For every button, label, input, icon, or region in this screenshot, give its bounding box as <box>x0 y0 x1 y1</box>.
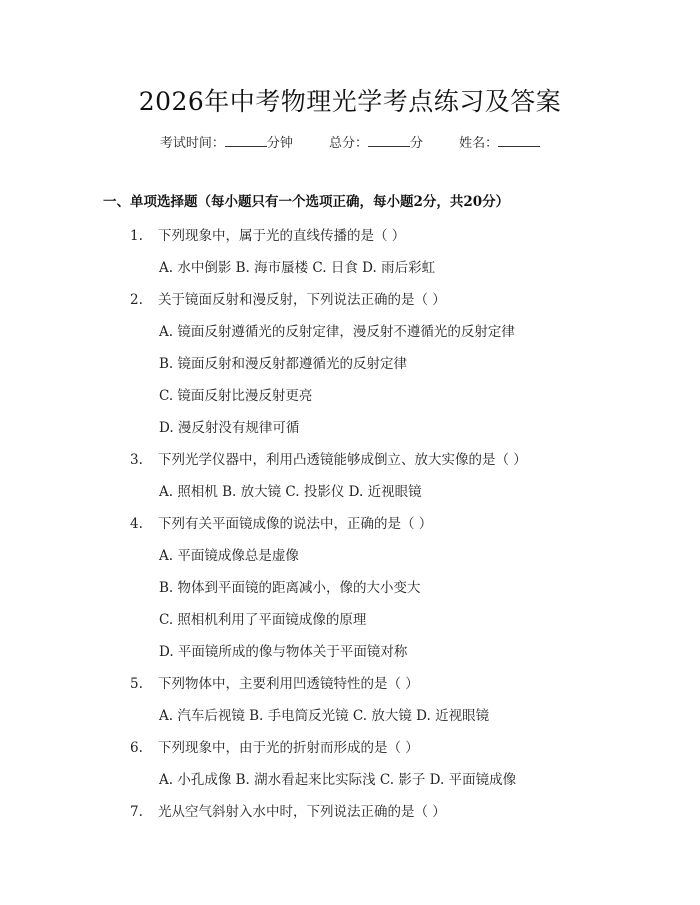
question-5-options: A. 汽车后视镜 B. 手电筒反光镜 C. 放大镜 D. 近视眼镜 <box>159 708 490 724</box>
section-heading: 一、单项选择题（每小题只有一个选项正确，每小题2分，共20分） <box>103 194 510 210</box>
question-2-option-a: A. 镜面反射遵循光的反射定律，漫反射不遵循光的反射定律 <box>159 324 515 340</box>
question-2-option-d: D. 漫反射没有规律可循 <box>159 420 300 436</box>
student-name-blank <box>498 134 540 147</box>
student-name-label: 姓名： <box>459 136 499 151</box>
question-4-option-b: B. 物体到平面镜的距离减小，像的大小变大 <box>159 580 421 596</box>
question-text: 下列光学仪器中，利用凸透镜能够成倒立、放大实像的是（ ） <box>158 452 527 468</box>
exam-time-unit: 分钟 <box>266 136 293 151</box>
question-4 <box>130 512 432 532</box>
total-score-label: 总分： <box>328 136 368 151</box>
question-text: 下列现象中，属于光的直线传播的是（ ） <box>158 228 406 244</box>
question-3-options: A. 照相机 B. 放大镜 C. 投影仪 D. 近视眼镜 <box>159 484 422 500</box>
question-number: 3. <box>130 452 143 468</box>
question-number: 1. <box>130 228 143 244</box>
question-1 <box>130 224 405 244</box>
question-4-option-d: D. 平面镜所成的像与物体关于平面镜对称 <box>159 644 408 660</box>
question-4-option-a: A. 平面镜成像总是虚像 <box>159 548 299 564</box>
total-score-unit: 分 <box>410 136 424 151</box>
question-5 <box>130 672 419 692</box>
question-text: 下列物体中，主要利用凹透镜特性的是（ ） <box>158 676 419 692</box>
question-2-option-b: B. 镜面反射和漫反射都遵循光的反射定律 <box>159 356 408 372</box>
question-3 <box>130 448 527 468</box>
total-score-field <box>329 132 423 151</box>
exam-time-blank <box>225 134 267 147</box>
question-text: 下列有关平面镜成像的说法中，正确的是（ ） <box>158 516 433 532</box>
student-name-field <box>459 132 540 151</box>
exam-info-line <box>0 132 700 151</box>
question-number: 4. <box>130 516 143 532</box>
question-1-options: A. 水中倒影 B. 海市蜃楼 C. 日食 D. 雨后彩虹 <box>159 260 436 276</box>
page-title: 2026年中考物理光学考点练习及答案 <box>138 87 562 116</box>
question-text: 关于镜面反射和漫反射，下列说法正确的是（ ） <box>158 292 446 308</box>
question-number: 6. <box>130 740 143 756</box>
question-text: 下列现象中，由于光的折射而形成的是（ ） <box>158 740 419 756</box>
total-score-blank <box>368 134 410 147</box>
question-4-option-c: C. 照相机利用了平面镜成像的原理 <box>159 612 367 628</box>
question-number: 7. <box>130 804 143 820</box>
question-7 <box>130 800 446 820</box>
question-number: 2. <box>130 292 143 308</box>
question-6 <box>130 736 419 756</box>
question-2 <box>130 288 446 308</box>
exam-time-label: 考试时间： <box>159 136 225 151</box>
question-6-options: A. 小孔成像 B. 湖水看起来比实际浅 C. 影子 D. 平面镜成像 <box>159 772 517 788</box>
exam-time-field <box>160 132 293 151</box>
question-number: 5. <box>130 676 143 692</box>
question-2-option-c: C. 镜面反射比漫反射更亮 <box>159 388 313 404</box>
question-text: 光从空气斜射入水中时，下列说法正确的是（ ） <box>158 804 446 820</box>
